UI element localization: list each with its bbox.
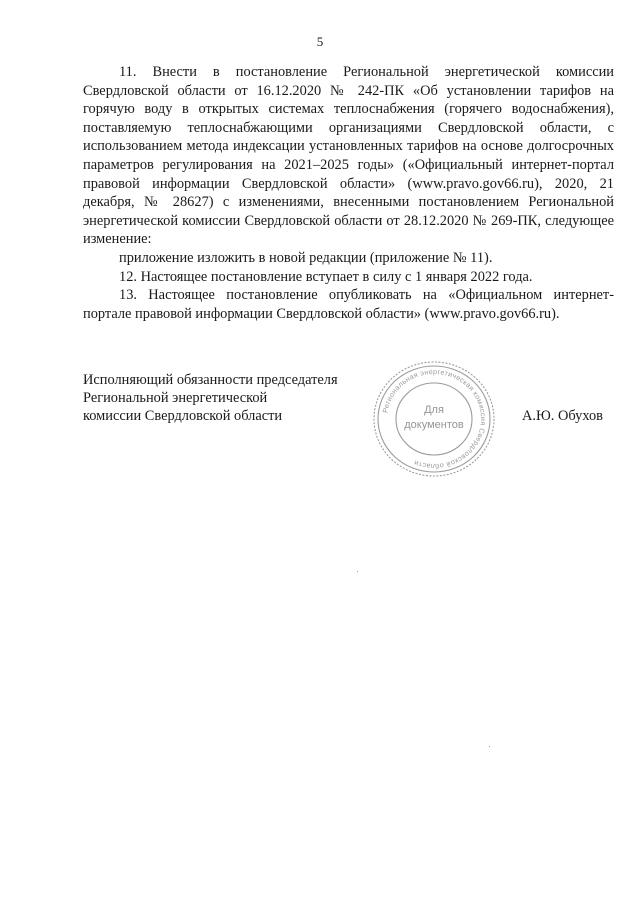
body-text <box>83 63 614 323</box>
paragraph-12: 12. Настоящее постановление вступает в силу с 1 января 2022 года. <box>119 268 533 285</box>
signature-position <box>83 371 338 426</box>
page-number: 5 <box>316 34 324 49</box>
stamp-center-line: документов <box>404 419 464 431</box>
stamp-center-line: Для <box>424 404 444 416</box>
signature-line: Исполняющий обязанности председателя <box>83 372 338 388</box>
stamp-outer-text: Региональная энергетическая комиссия Свердловской области <box>380 366 489 472</box>
paragraph-appendix: приложение изложить в новой редакции (приложение № 11). <box>119 249 493 266</box>
paragraph-11: 11. Внести в постановление Региональной энергетической комиссии Свердловской области от 16.12.2020 № 242-ПК «Об установлении тарифов на горячую воду в открытых системах теплоснабжения (горячего водоснабжения), поставляемую теплоснабжающими организациями Свердловской области, с использованием метода индексации установленных тарифов на основе долгосрочных параметров регулирования на 2021–2025 годы» («Официальный интернет-портал правовой информации Свердловской области» (www.pravo.gov66.ru), 2020, 21 декабря, № 28627) с изменениями, внесенными постановлением Региональной энергетической комиссии Свердловской области от 28.12.2020 № 269-ПК, следующее изменение: <box>83 64 614 248</box>
signer-name: А.Ю. Обухов <box>522 408 603 424</box>
official-stamp <box>371 359 497 479</box>
paragraph-13: 13. Настоящее постановление опубликовать на «Официальном интернет-портале правовой информации Свердловской области» (www.pravo.gov66.ru). <box>83 287 614 322</box>
signature-line: Региональной энергетической <box>83 390 268 407</box>
signature-line: комиссии Свердловской области <box>83 408 283 425</box>
scan-speck <box>357 571 358 572</box>
scan-speck <box>489 746 490 747</box>
